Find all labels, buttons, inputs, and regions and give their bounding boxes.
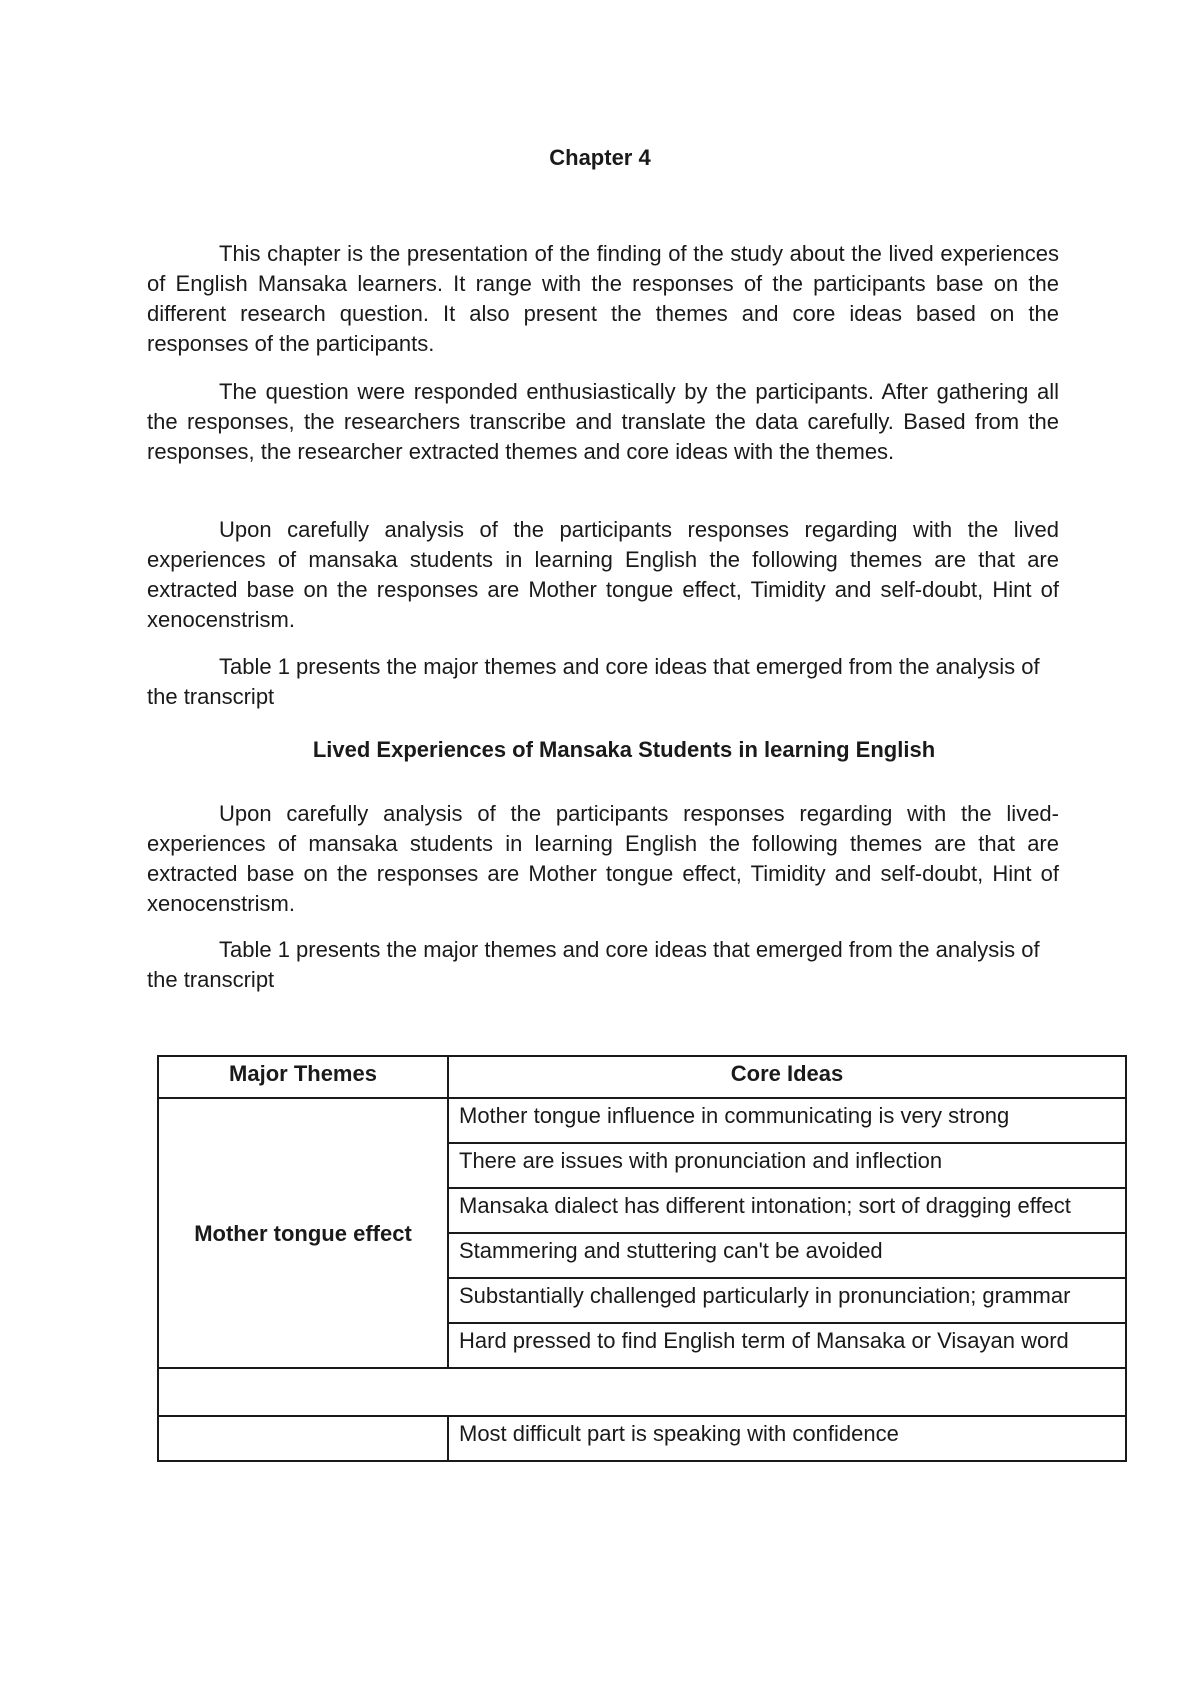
header-major-themes: Major Themes xyxy=(158,1056,448,1098)
chapter-title: Chapter 4 xyxy=(549,145,651,170)
section-paragraph-2: Table 1 presents the major themes and core ideas that emerged from the analysis of the transcript xyxy=(147,937,1040,992)
themes-table xyxy=(157,1055,1127,1462)
theme-cell-empty xyxy=(158,1416,448,1461)
theme-mother-tongue-effect: Mother tongue effect xyxy=(158,1098,448,1368)
table-row xyxy=(158,1098,1126,1143)
intro-paragraph-4: Table 1 presents the major themes and core ideas that emerged from the analysis of the transcript xyxy=(147,654,1040,709)
intro-paragraph-1: This chapter is the presentation of the finding of the study about the lived experiences of English Mansaka learners. It range with the responses of the participants base on the different research question. It also present the themes and core ideas based on the responses of the participants. xyxy=(147,241,1059,356)
core-idea-cell: Stammering and stuttering can't be avoided xyxy=(448,1233,1126,1278)
section-heading: Lived Experiences of Mansaka Students in learning English xyxy=(312,737,936,762)
intro-paragraph-3: Upon carefully analysis of the participants responses regarding with the lived experiences of mansaka students in learning English the following themes are that are extracted base on the responses are Mother tongue effect, Timidity and self-doubt, Hint of xenocenstrism. xyxy=(147,517,1059,632)
core-idea-cell: Most difficult part is speaking with confidence xyxy=(448,1416,1126,1461)
intro-paragraph-2: The question were responded enthusiastically by the participants. After gathering all the responses, the researchers transcribe and translate the data carefully. Based from the responses, the researcher extracted themes and core ideas with the themes. xyxy=(147,379,1059,464)
header-core-ideas: Core Ideas xyxy=(448,1056,1126,1098)
core-idea-cell: Hard pressed to find English term of Mansaka or Visayan word xyxy=(448,1323,1126,1368)
table-row-empty xyxy=(158,1368,1126,1416)
core-idea-cell: There are issues with pronunciation and inflection xyxy=(448,1143,1126,1188)
table-header-row xyxy=(158,1056,1126,1098)
core-idea-cell: Mansaka dialect has different intonation; sort of dragging effect xyxy=(448,1188,1126,1233)
section-paragraph-1: Upon carefully analysis of the participants responses regarding with the lived-experiences of mansaka students in learning English the following themes are that are extracted base on the responses are Mother tongue effect, Timidity and self-doubt, Hint of xenocenstrism. xyxy=(147,801,1059,916)
table-row xyxy=(158,1416,1126,1461)
core-idea-cell: Substantially challenged particularly in pronunciation; grammar xyxy=(448,1278,1126,1323)
empty-cell xyxy=(158,1368,1126,1416)
core-idea-cell: Mother tongue influence in communicating is very strong xyxy=(448,1098,1126,1143)
